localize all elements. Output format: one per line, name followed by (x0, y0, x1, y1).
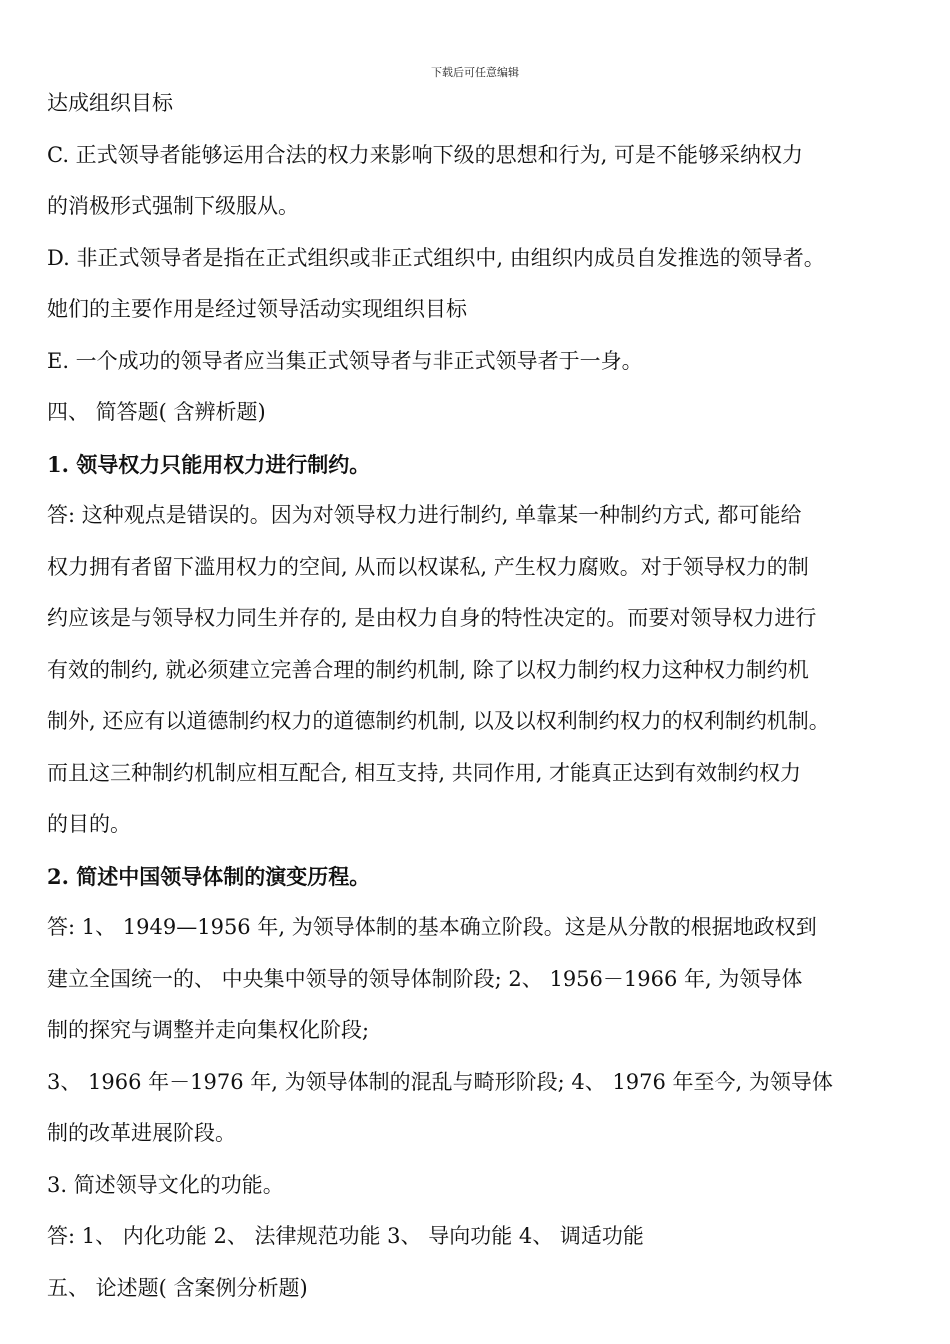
answer-1-line-6: 而且这三种制约机制应相互配合, 相互支持, 共同作用, 才能真正达到有效制约权力 (47, 760, 802, 785)
option-c-line-2: 的消极形式强制下级服从。 (47, 194, 299, 218)
question-2-heading: 2. 简述中国领导体制的演变历程。 (47, 863, 371, 889)
section-heading-essay: 五、 论述题( 含案例分析题) (47, 1275, 308, 1300)
option-c-line-1: C. 正式领导者能够运用合法的权力来影响下级的思想和行为, 可是不能够采纳权力 (47, 142, 804, 167)
page-header: 下载后可任意编辑 (431, 66, 519, 79)
section-heading-short-answer: 四、 简答题( 含辨析题) (47, 400, 266, 424)
option-d-line-2: 她们的主要作用是经过领导活动实现组织目标 (47, 297, 467, 321)
answer-2-line-1: 答: 1、 1949—1956 年, 为领导体制的基本确立阶段。这是从分散的根据地政权到 (47, 915, 817, 939)
answer-1-line-4: 有效的制约, 就必须建立完善合理的制约机制, 除了以权力制约权力这种权力制约机 (47, 657, 809, 682)
answer-2-line-3: 制的探究与调整并走向集权化阶段; (47, 1018, 370, 1042)
document-body (47, 78, 919, 1314)
answer-1-line-1: 答: 这种观点是错误的。因为对领导权力进行制约, 单靠某一种制约方式, 都可能给 (47, 503, 802, 527)
answer-1-line-3: 约应该是与领导权力同生并存的, 是由权力自身的特性决定的。而要对领导权力进行 (47, 606, 817, 630)
answer-2-line-2: 建立全国统一的、 中央集中领导的领导体制阶段; 2、 1956－1966 年, 为领导体 (47, 966, 803, 991)
option-d-line-1: D. 非正式领导者是指在正式组织或非正式组织中, 由组织内成员自发推选的领导者。 (47, 245, 825, 270)
question-1-heading: 1. 领导权力只能用权力进行制约。 (47, 451, 371, 477)
answer-1-line-7: 的目的。 (47, 812, 131, 836)
text-line: 达成组织目标 (47, 91, 173, 115)
answer-1-line-5: 制外, 还应有以道德制约权力的道德制约机制, 以及以权利制约权力的权利制约机制。 (47, 709, 830, 733)
answer-2-line-4: 3、 1966 年－1976 年, 为领导体制的混乱与畸形阶段; 4、 1976 年至今, 为领导体 (47, 1069, 833, 1094)
answer-2-line-5: 制的改革进展阶段。 (47, 1121, 236, 1145)
option-e-line: E. 一个成功的领导者应当集正式领导者与非正式领导者于一身。 (47, 348, 643, 373)
answer-3-line: 答: 1、 内化功能 2、 法律规范功能 3、 导向功能 4、 调适功能 (47, 1224, 644, 1248)
question-3-heading: 3. 简述领导文化的功能。 (47, 1172, 284, 1197)
answer-1-line-2: 权力拥有者留下滥用权力的空间, 从而以权谋私, 产生权力腐败。对于领导权力的制 (47, 554, 809, 579)
